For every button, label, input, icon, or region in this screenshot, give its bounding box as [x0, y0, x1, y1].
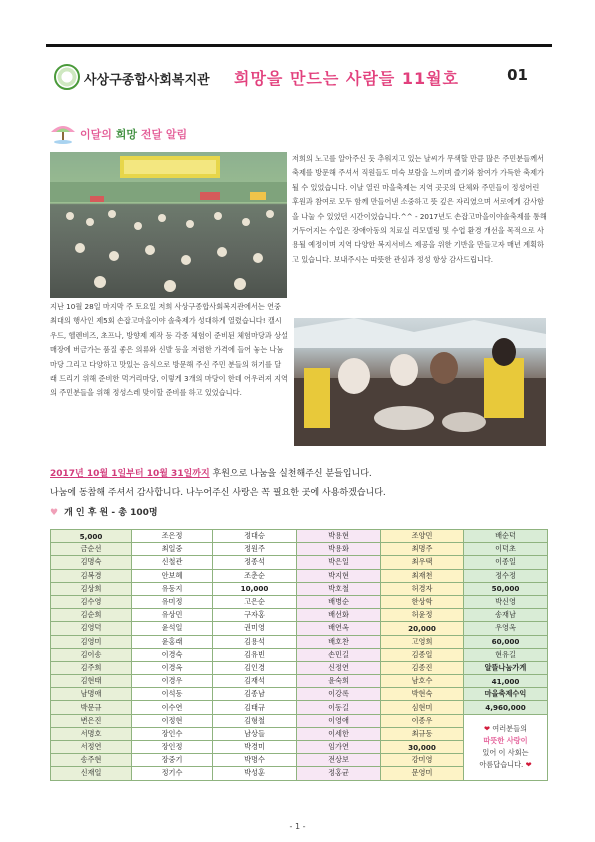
table-row: [51, 543, 548, 556]
donor-cell: 이강록: [297, 688, 381, 701]
table-row: [51, 582, 548, 595]
donor-cell: 이정현: [132, 714, 213, 727]
donor-cell: 남명애: [51, 688, 132, 701]
donor-cell: 4,960,000: [464, 701, 548, 714]
donation-period-rest: 후원으로 나눔을 실천해주신 분들입니다.: [209, 469, 372, 479]
donor-cell: 남호수: [381, 675, 464, 688]
org-logo-icon: [54, 64, 80, 90]
donor-cell: 윤홍래: [132, 635, 213, 648]
donor-note-cell: [464, 714, 548, 780]
donor-cell: 박용화: [297, 543, 381, 556]
donor-cell: 박용현: [297, 530, 381, 543]
festival-crowd-illustration: [50, 152, 287, 298]
donor-cell: 김주희: [51, 661, 132, 674]
donor-cell: 정기수: [132, 767, 213, 780]
donor-cell: 유상민: [132, 609, 213, 622]
donor-cell: 최재천: [381, 569, 464, 582]
donor-cell: 안보혜: [132, 569, 213, 582]
donor-cell: 조춘순: [213, 569, 297, 582]
donor-cell: 41,000: [464, 675, 548, 688]
section-heading: [48, 120, 248, 146]
donor-cell: 최우택: [381, 556, 464, 569]
table-row: [51, 622, 548, 635]
table-row: [51, 556, 548, 569]
donor-cell: 김종일: [381, 648, 464, 661]
donor-cell: 구자홍: [213, 609, 297, 622]
article-text-left: 지난 10월 28일 마지막 주 토요일 저희 사상구종합사회복지관에서는 연중 최대의 행사인 제5회 손잡고마을이야 솔축제가 성대하게 열렸습니다! 캘시우드, 헬렌비즈, 초프나, 방향제 제작 등 각종 체험이 준비된 체험마당과 상설매장에 버금가는 품질 좋은 의류와 신발 등을 저렴한 가격에 들어 놓는 나눔마당 그리고 다양하고 맛있는 음식으로 방문해 주신 주민 분들의 허기를 달래 드리기 위해 준비한 먹거리마당, 이렇게 3개의 마당이 한데 어우러져 지역의 주민분들을 위해 정성스레 맞이할 준비를 하고 있었습니다.: [50, 302, 289, 398]
donor-cell: 최규동: [381, 727, 464, 740]
donor-cell: 김영덕: [51, 622, 132, 635]
table-row: [51, 701, 548, 714]
donor-cell: 박명수: [213, 754, 297, 767]
donor-cell: 신재일: [51, 767, 132, 780]
donor-cell: 배호찬: [297, 635, 381, 648]
donor-cell: 박호철: [297, 582, 381, 595]
donor-cell: 김종남: [213, 688, 297, 701]
donor-cell: 조은정: [132, 530, 213, 543]
donor-cell: 김종진: [381, 661, 464, 674]
table-row: [51, 714, 548, 727]
table-row: [51, 688, 548, 701]
donor-cell: 허경자: [381, 582, 464, 595]
table-row: [51, 595, 548, 608]
table-row: [51, 635, 548, 648]
donor-cell: 20,000: [381, 622, 464, 635]
donor-cell: 박경미: [213, 741, 297, 754]
donor-note-line4: [464, 759, 547, 771]
donor-cell: 문영미: [381, 767, 464, 780]
newsletter-header: [48, 60, 548, 94]
donor-cell: 박성훈: [213, 767, 297, 780]
donor-cell: 정원주: [213, 543, 297, 556]
section-title-post: 전달 알림: [136, 128, 188, 141]
donor-cell: 이경옥: [132, 661, 213, 674]
table-row: [51, 609, 548, 622]
donor-cell: 전상보: [297, 754, 381, 767]
table-row: [51, 530, 548, 543]
donor-cell: 30,000: [381, 741, 464, 754]
donor-cell: 김유빈: [213, 648, 297, 661]
donor-note-text: 있어 이 사회는: [482, 748, 529, 758]
donor-cell: 이덕초: [464, 543, 548, 556]
donor-cell: 5,000: [51, 530, 132, 543]
donor-cell: 이종우: [381, 714, 464, 727]
donor-cell: 손민길: [297, 648, 381, 661]
top-rule: [46, 44, 552, 47]
donor-cell: 고은순: [213, 595, 297, 608]
donor-cell: 장중기: [132, 754, 213, 767]
donor-cell: 김복경: [51, 569, 132, 582]
donor-cell: 강미영: [381, 754, 464, 767]
donor-cell: 배병순: [297, 595, 381, 608]
donor-cell: 이동길: [297, 701, 381, 714]
donor-cell: 박지현: [297, 569, 381, 582]
donor-cell: 우영옥: [464, 622, 548, 635]
donor-cell: 정수정: [464, 569, 548, 582]
craft-activity-photo: [294, 318, 546, 446]
donor-cell: 서명호: [51, 727, 132, 740]
donor-cell: 임가연: [297, 741, 381, 754]
article-text-right: 저희의 노고를 알아주신 듯 추워지고 있는 날씨가 무색할 만큼 많은 주민분들께서 축제를 방문해 주셔서 직원들도 미숙 보람을 느끼며 즐기와 참여가 가득한 축제가 될 수 있었습니다. 이날 열린 마을축제는 지역 곳곳의 단체와 주민들이 정성어린 후원과 참여로 모두 함께 만들어낸 소중하고 뜻 깊은 자리였으며 서로에게 감사함을 나눌 수 있었던 시간이었습니다.^^ - 2017년도 손잡고마을이야솔축제를 통해 거두어지는 수입은 장애아동의 치료실 리모델링 및 수업 환경 개선을 목적으로 사용될 예정이며 지역 다양한 복지서비스 제공을 위한 기반을 만들고자 매년 계획하고 있습니다. 보내주시는 따뜻한 관심과 정성 항상 감사드립니다.: [292, 154, 547, 264]
donor-cell: 김현태: [51, 675, 132, 688]
donor-note-text: 아름답습니다.: [479, 760, 524, 770]
section-title-pre: 이달의: [80, 128, 116, 141]
donor-cell: 알뜰나눔가게: [464, 661, 548, 674]
donor-cell: 유미정: [132, 595, 213, 608]
donor-cell: 신정연: [297, 661, 381, 674]
donor-note-line1: [464, 723, 547, 735]
donor-cell: 박은일: [297, 556, 381, 569]
donor-note-text: 따뜻한 사랑이: [483, 736, 528, 746]
newsletter-title: 희망을 만드는 사람들 11월호: [234, 69, 459, 88]
table-row: [51, 661, 548, 674]
donation-period-line: [50, 466, 372, 479]
donor-cell: 송재남: [464, 609, 548, 622]
donor-cell: 권미영: [213, 622, 297, 635]
donor-cell: 이영애: [297, 714, 381, 727]
donor-cell: 김태규: [213, 701, 297, 714]
donor-cell: 김영미: [51, 635, 132, 648]
donor-cell: 배연옥: [297, 622, 381, 635]
donor-cell: 변은진: [51, 714, 132, 727]
donor-heading: [50, 505, 158, 518]
donor-cell: 정홍균: [297, 767, 381, 780]
donor-cell: 이세한: [297, 727, 381, 740]
heart-icon: ♥: [50, 508, 59, 518]
donor-cell: 허윤정: [381, 609, 464, 622]
donor-cell: 박문규: [51, 701, 132, 714]
donor-cell: 박신영: [464, 595, 548, 608]
donor-cell: 김이송: [51, 648, 132, 661]
donor-cell: 마을축제수익: [464, 688, 548, 701]
donor-cell: 정대승: [213, 530, 297, 543]
donor-heading-text: 개 인 후 원 - 총 100명: [64, 508, 158, 518]
donor-cell: 김수영: [51, 595, 132, 608]
donor-cell: 신철관: [132, 556, 213, 569]
craft-activity-illustration: [294, 318, 546, 446]
donor-cell: 조양민: [381, 530, 464, 543]
donor-cell: 윤숙희: [297, 675, 381, 688]
donor-cell: 현유길: [464, 648, 548, 661]
heart-icon: ❤: [483, 724, 493, 734]
festival-crowd-photo: [50, 152, 287, 298]
table-row: [51, 675, 548, 688]
donor-cell: 박현숙: [381, 688, 464, 701]
donor-cell: 남상들: [213, 727, 297, 740]
donor-cell: 10,000: [213, 582, 297, 595]
donor-table-body: [51, 530, 548, 781]
donor-cell: 김형철: [213, 714, 297, 727]
donor-cell: 배순덕: [464, 530, 548, 543]
donor-cell: 장인정: [132, 741, 213, 754]
umbrella-icon: [48, 120, 78, 144]
donor-cell: 정종석: [213, 556, 297, 569]
donor-cell: 60,000: [464, 635, 548, 648]
thanks-line: 나눔에 동참해 주셔서 감사합니다. 나누어주신 사랑은 꼭 필요한 곳에 사용하겠습니다.: [50, 488, 386, 498]
donor-note-line3: [464, 747, 547, 759]
donor-cell: 김재석: [213, 675, 297, 688]
donor-cell: 금순선: [51, 543, 132, 556]
donor-cell: 심현미: [381, 701, 464, 714]
donor-cell: 한상학: [381, 595, 464, 608]
donor-note-text: 여러분들의: [492, 724, 528, 734]
donor-cell: 김상희: [51, 582, 132, 595]
donor-table: [50, 529, 548, 781]
donation-period-highlight: 2017년 10월 1일부터 10월 31일까지: [50, 469, 210, 479]
donor-cell: 배선화: [297, 609, 381, 622]
org-name: 사상구종합사회복지관: [84, 73, 210, 88]
donor-cell: 송주현: [51, 754, 132, 767]
donor-cell: 김인경: [213, 661, 297, 674]
table-row: [51, 648, 548, 661]
donor-cell: 50,000: [464, 582, 548, 595]
donor-cell: 윤석일: [132, 622, 213, 635]
donor-cell: 김용석: [213, 635, 297, 648]
table-row: [51, 569, 548, 582]
page-footer: - 1 -: [289, 822, 306, 831]
donor-cell: 이경우: [132, 675, 213, 688]
donor-cell: 이수연: [132, 701, 213, 714]
donor-cell: 김명숙: [51, 556, 132, 569]
donor-cell: 유동지: [132, 582, 213, 595]
donor-note-line2: [464, 735, 547, 747]
heart-icon: ❤: [523, 760, 532, 770]
donor-cell: 서정연: [51, 741, 132, 754]
donor-cell: 최명주: [381, 543, 464, 556]
donor-cell: 김순희: [51, 609, 132, 622]
donor-cell: 이종일: [464, 556, 548, 569]
donor-cell: 장인수: [132, 727, 213, 740]
donor-cell: 최일중: [132, 543, 213, 556]
issue-number: 01: [507, 66, 528, 84]
donor-cell: 이석동: [132, 688, 213, 701]
section-title: [80, 126, 187, 142]
section-title-mid: 희망: [115, 128, 137, 141]
donor-cell: 이경숙: [132, 648, 213, 661]
donor-cell: 고영희: [381, 635, 464, 648]
